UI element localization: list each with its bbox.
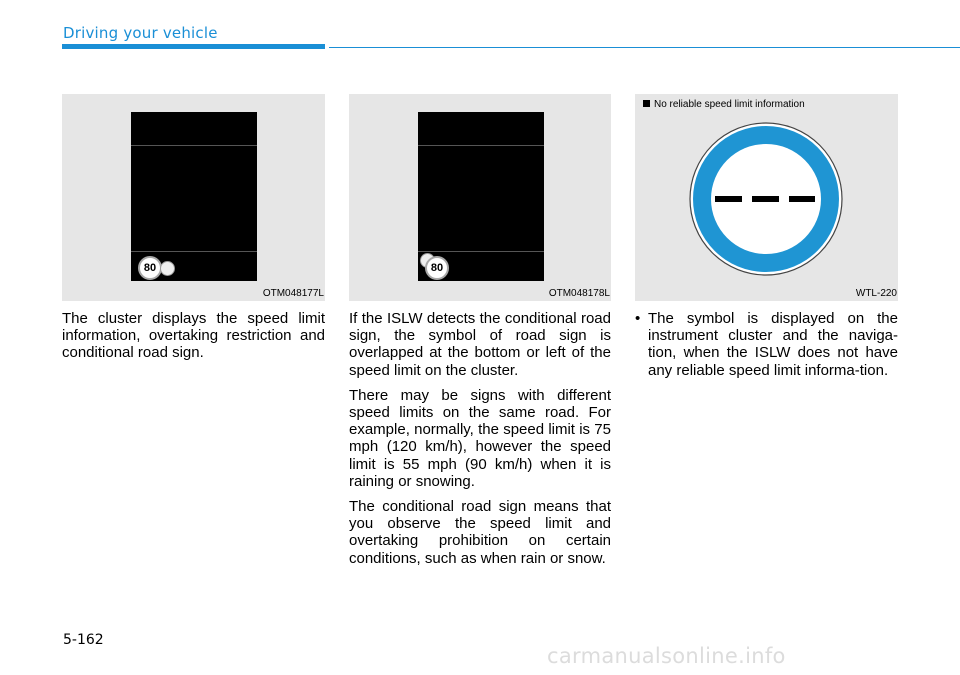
- no-speed-limit-info-icon: [689, 122, 843, 276]
- header-rule-thin: [329, 47, 960, 48]
- cluster-screen: [131, 112, 257, 281]
- figure-caption: [643, 99, 805, 110]
- figure-code: WTL-220: [855, 288, 897, 299]
- speed-limit-sign-icon: 80: [138, 256, 162, 280]
- figure-code: OTM048177L: [262, 288, 324, 299]
- header-rule-thick: [62, 44, 325, 49]
- screen-divider: [131, 145, 257, 146]
- cluster-screen: [418, 112, 544, 281]
- paragraph: The conditional road sign means that you observe the speed limit and overtaking prohibition on certain conditions, such as when rain or snow.: [349, 498, 611, 567]
- section-title: Driving your vehicle: [63, 24, 218, 42]
- bullet-item: [635, 310, 898, 379]
- figure-caption-text: No reliable speed limit information: [654, 99, 805, 110]
- figure-no-speed-info: [635, 94, 898, 301]
- bullet-dot: •: [635, 310, 641, 327]
- square-bullet-icon: [643, 100, 650, 107]
- screen-divider: [418, 251, 544, 252]
- page-number: 5-162: [63, 632, 104, 648]
- text-column-1: [62, 310, 325, 370]
- speed-limit-sign-icon: 80: [425, 256, 449, 280]
- paragraph: The cluster displays the speed limit information, overtaking restriction and conditional road sign.: [62, 310, 325, 362]
- paragraph: There may be signs with different speed limits on the same road. For example, normally, the speed limit is 75 mph (120 km/h), however the speed limit is 55 mph (90 km/h) when it is raining or snowing.: [349, 386, 611, 490]
- screen-divider: [131, 251, 257, 252]
- screen-divider: [418, 145, 544, 146]
- text-column-2: [349, 310, 611, 575]
- bullet-text: The symbol is displayed on the instrument cluster and the naviga-tion, when the ISLW does not have any reliable speed limit informa-tion.: [648, 310, 898, 379]
- figure-cluster-display-2: [349, 94, 611, 301]
- watermark: carmanualsonline.info: [547, 644, 786, 668]
- text-column-3: [635, 310, 898, 379]
- paragraph: If the ISLW detects the conditional road sign, the symbol of road sign is overlapped at the bottom or left of the speed limit on the cluster.: [349, 310, 611, 379]
- figure-cluster-display-1: [62, 94, 325, 301]
- figure-code: OTM048178L: [548, 288, 610, 299]
- conditional-sign-icon: [160, 261, 175, 276]
